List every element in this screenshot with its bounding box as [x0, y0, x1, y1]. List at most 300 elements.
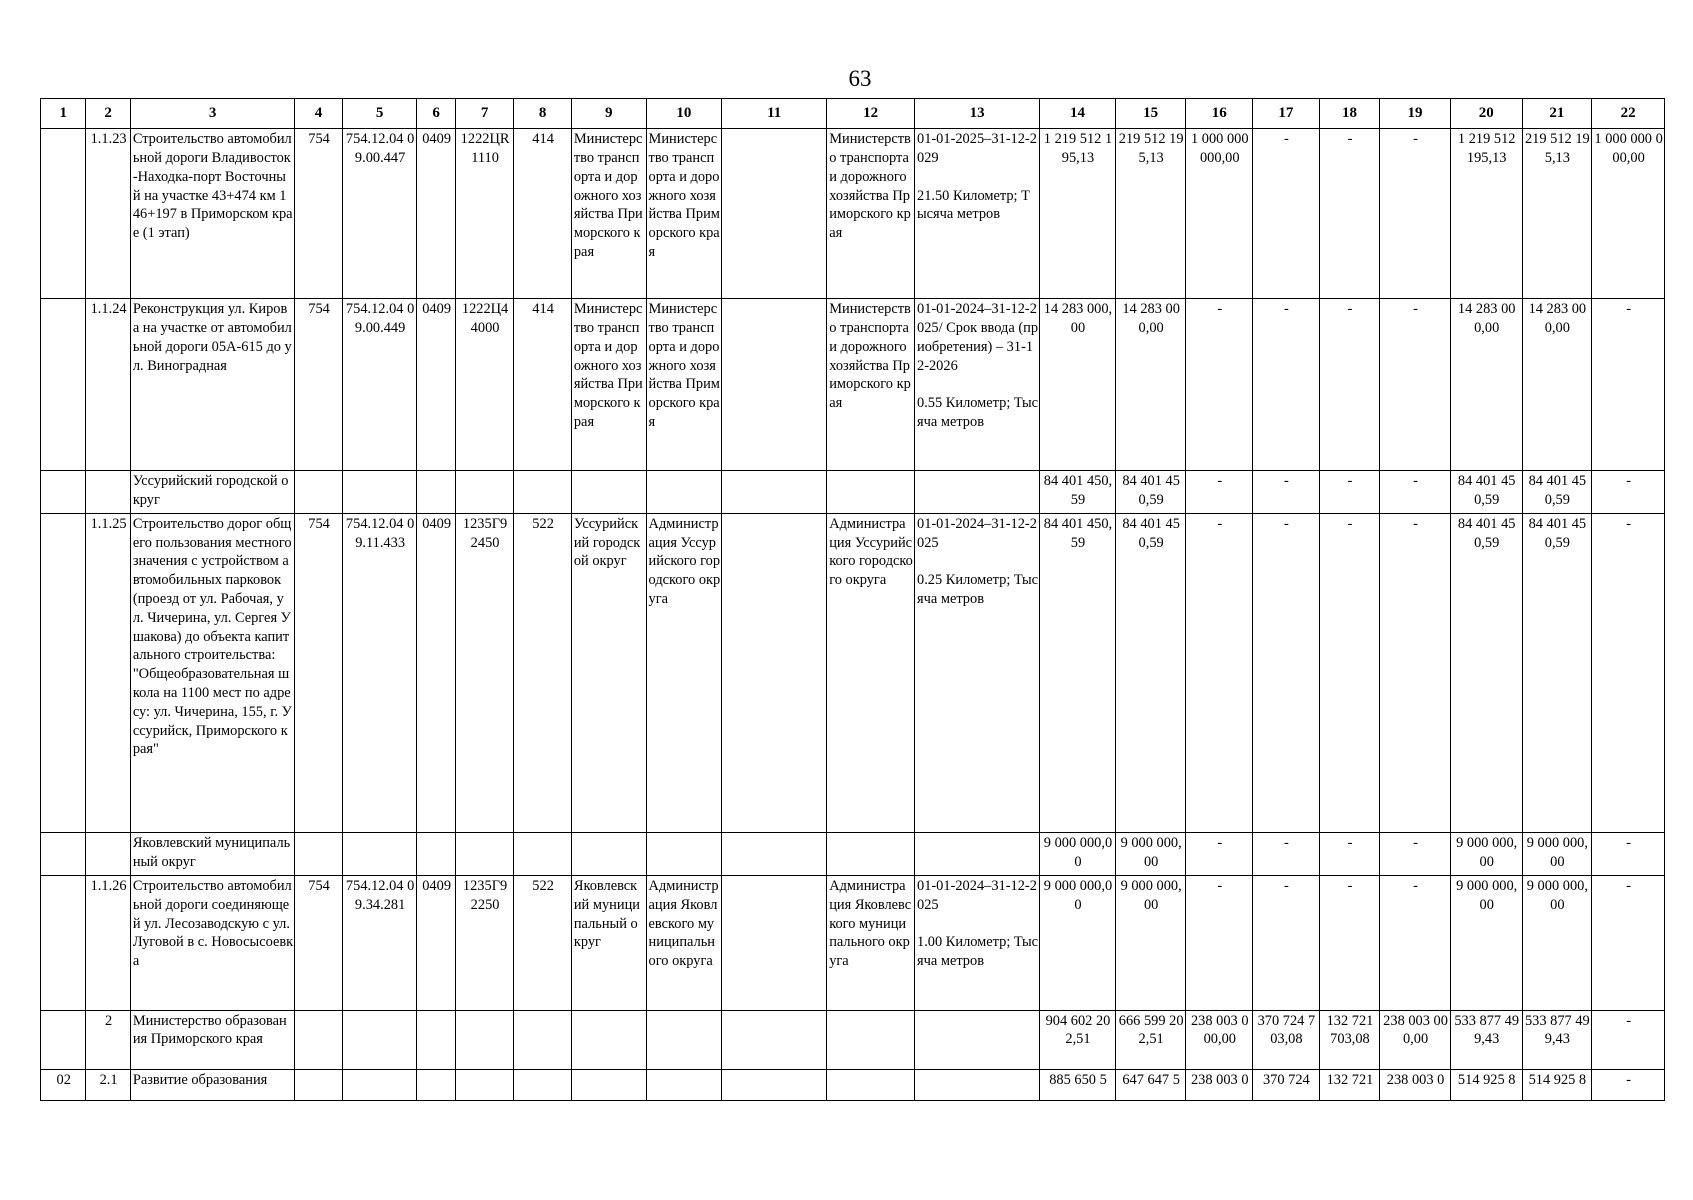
table-cell	[86, 513, 130, 833]
cell-text: 514 925 8	[1528, 1071, 1587, 1088]
cell-text: -	[1626, 473, 1631, 490]
cell-text: 754.12.04 09.34.281	[345, 878, 415, 913]
table-cell	[1380, 471, 1451, 514]
cell-text: 666 599 202,51	[1118, 1012, 1184, 1048]
cell-text: 0409	[422, 878, 452, 895]
cell-text: 370 724	[1262, 1071, 1310, 1088]
table-cell	[1115, 833, 1186, 876]
table-cell	[455, 513, 514, 833]
table-cell	[722, 833, 827, 876]
cell-text: -	[1283, 473, 1289, 490]
cell-text: 1222Ц4 4000	[461, 301, 509, 336]
cell-text: 754	[308, 301, 330, 318]
cell-text: 522	[532, 515, 554, 532]
table-cell	[41, 1069, 86, 1100]
table-cell	[646, 471, 722, 514]
table-cell	[86, 1010, 130, 1069]
table-cell	[1592, 1069, 1665, 1100]
cell-text: 1.1.23	[90, 131, 127, 148]
cell-text: Министерство образования Приморского края	[132, 1012, 287, 1048]
table-cell	[1380, 833, 1451, 876]
table-cell	[827, 833, 915, 876]
cell-text: -	[1347, 301, 1353, 318]
cell-text: 647 647 5	[1122, 1071, 1180, 1088]
cell-text: 754.12.04 09.00.449	[345, 301, 415, 336]
cell-text: 238 003 0	[1190, 1071, 1249, 1088]
table-cell	[1040, 299, 1116, 471]
table-cell	[455, 471, 514, 514]
table-cell	[1380, 1069, 1451, 1100]
table-cell	[514, 513, 572, 833]
table-cell	[514, 1069, 572, 1100]
table-cell	[417, 299, 455, 471]
cell-text: 84 401 450,59	[1528, 515, 1587, 551]
column-header: 8	[514, 99, 572, 129]
column-header: 22	[1592, 99, 1665, 129]
table-cell	[571, 1010, 646, 1069]
table-cell	[130, 1010, 295, 1069]
cell-text: 01-01-2024–31-12-2025 1.00 Километр; Тысяча метров	[917, 878, 1039, 970]
column-header: 6	[417, 99, 455, 129]
cell-text: 885 650 5	[1049, 1071, 1107, 1088]
table-cell	[1380, 1010, 1451, 1069]
table-cell	[130, 513, 295, 833]
table-cell	[1040, 129, 1116, 299]
table-cell	[455, 299, 514, 471]
cell-text: Строительство автомобильной дороги соединяющей ул. Лесозаводскую с ул. Луговой в с. Новосысоевка	[132, 878, 294, 970]
cell-text: 238 003 0	[1386, 1071, 1445, 1088]
cell-text: -	[1217, 515, 1223, 532]
column-header: 11	[722, 99, 827, 129]
table-cell	[1253, 513, 1320, 833]
table-cell	[342, 1069, 417, 1100]
cell-text: 754.12.04 09.11.433	[345, 515, 415, 551]
cell-text: 9 000 000,00	[1526, 878, 1588, 913]
cell-text: Реконструкция ул. Кирова на участке от автомобильной дороги 05А-615 до ул. Виноградная	[132, 301, 292, 374]
table-cell	[130, 1069, 295, 1100]
table-cell	[1592, 513, 1665, 833]
table-cell	[1115, 876, 1186, 1011]
cell-text: 01-01-2024–31-12-2025 0.25 Километр; Тысяча метров	[917, 515, 1039, 608]
table-cell	[342, 471, 417, 514]
table-cell	[86, 129, 130, 299]
table-cell	[1186, 876, 1253, 1011]
table-cell	[827, 1069, 915, 1100]
table-cell	[1319, 513, 1380, 833]
table-cell	[1319, 1069, 1380, 1100]
column-header: 2	[86, 99, 130, 129]
cell-text: Министерство транспорта и дорожного хозяйства Приморского края	[573, 301, 643, 430]
table-cell	[915, 876, 1040, 1011]
table-cell	[514, 833, 572, 876]
table-cell	[646, 129, 722, 299]
table-cell	[1592, 833, 1665, 876]
table-cell	[295, 876, 342, 1011]
table-cell	[86, 833, 130, 876]
table-cell	[41, 299, 86, 471]
table-cell	[1522, 129, 1592, 299]
table-row	[41, 1010, 1665, 1069]
cell-text: -	[1347, 131, 1353, 148]
table-cell	[571, 876, 646, 1011]
table-cell	[1450, 1069, 1522, 1100]
cell-text: 9 000 000,00	[1120, 878, 1182, 913]
cell-text: -	[1217, 473, 1223, 490]
cell-text: 414	[532, 131, 554, 148]
table-cell	[1319, 471, 1380, 514]
table-row	[41, 513, 1665, 833]
cell-text: 9 000 000,00	[1043, 878, 1113, 913]
column-header: 15	[1115, 99, 1186, 129]
table-cell	[1450, 876, 1522, 1011]
cell-text: 414	[532, 301, 554, 318]
table-cell	[455, 129, 514, 299]
table-cell	[1450, 129, 1522, 299]
cell-text: Яковлевский муниципальный округ	[573, 878, 640, 951]
table-cell	[915, 471, 1040, 514]
cell-text: -	[1217, 878, 1223, 895]
table-cell	[514, 299, 572, 471]
cell-text: -	[1413, 878, 1418, 895]
table-cell	[1380, 876, 1451, 1011]
table-cell	[1380, 299, 1451, 471]
column-header: 19	[1380, 99, 1451, 129]
cell-text: -	[1626, 835, 1631, 852]
cell-text: 02	[56, 1071, 71, 1088]
table-cell	[417, 513, 455, 833]
table-cell	[827, 876, 915, 1011]
cell-text: 14 283 000,00	[1122, 301, 1180, 336]
table-cell	[41, 513, 86, 833]
table-cell	[1040, 833, 1116, 876]
table-cell	[130, 876, 295, 1011]
cell-text: -	[1283, 878, 1289, 895]
table-cell	[342, 1010, 417, 1069]
table-cell	[130, 833, 295, 876]
table-cell	[41, 876, 86, 1011]
table-cell	[130, 299, 295, 471]
cell-text: 754	[308, 878, 330, 895]
table-body	[41, 99, 1665, 1101]
cell-text: Администрация Яковлевского муниципального округа	[648, 878, 719, 970]
cell-text: -	[1283, 515, 1289, 532]
table-cell	[915, 513, 1040, 833]
table-cell	[295, 471, 342, 514]
table-cell	[514, 471, 572, 514]
table-row	[41, 876, 1665, 1011]
table-cell	[827, 471, 915, 514]
table-cell	[1450, 1010, 1522, 1069]
table-cell	[514, 876, 572, 1011]
cell-text: 2	[105, 1012, 113, 1029]
cell-text: Уссурийский городской округ	[132, 473, 289, 509]
table-cell	[1040, 471, 1116, 514]
table-cell	[646, 513, 722, 833]
table-cell	[827, 1010, 915, 1069]
cell-text: -	[1347, 473, 1353, 490]
cell-text: -	[1217, 301, 1223, 318]
table-cell	[1186, 513, 1253, 833]
table-cell	[1186, 1010, 1253, 1069]
cell-text: Администрация Уссурийского городского округа	[648, 515, 721, 608]
column-header: 18	[1319, 99, 1380, 129]
cell-text: Строительство автомобильной дороги Владивосток-Находка-порт Восточный на участке 43+474 км 146+197 в Приморском крае (1 этап)	[132, 131, 293, 242]
table-cell	[722, 471, 827, 514]
table-row	[41, 471, 1665, 514]
table-cell	[1253, 471, 1320, 514]
table-cell	[1592, 1010, 1665, 1069]
cell-text: 238 003 000,00	[1190, 1012, 1249, 1048]
cell-text: 1235Г9 2450	[462, 515, 508, 551]
table-cell	[1319, 833, 1380, 876]
table-cell	[1522, 299, 1592, 471]
table-cell	[1319, 876, 1380, 1011]
page-number: 63	[848, 66, 872, 91]
table-cell	[1522, 1069, 1592, 1100]
cell-text: 1 219 512 195,13	[1457, 131, 1516, 166]
cell-text: 9 000 000,00	[1456, 878, 1518, 913]
cell-text: 9 000 000,00	[1456, 835, 1518, 871]
cell-text: Уссурийский городской округ	[573, 515, 641, 570]
cell-text: 132 721	[1326, 1071, 1374, 1088]
table-cell	[1522, 876, 1592, 1011]
cell-text: 1 000 000 000,00	[1594, 131, 1663, 166]
table-cell	[295, 833, 342, 876]
column-header: 4	[295, 99, 342, 129]
cell-text: Министерство транспорта и дорожного хозяйства Приморского края	[573, 131, 643, 260]
table-cell	[417, 1069, 455, 1100]
column-header-row	[41, 99, 1665, 129]
cell-text: 514 925 8	[1457, 1071, 1516, 1088]
column-header: 20	[1450, 99, 1522, 129]
table-cell	[1186, 471, 1253, 514]
table-cell	[571, 1069, 646, 1100]
table-cell	[1253, 876, 1320, 1011]
column-header: 17	[1253, 99, 1320, 129]
table-cell	[417, 1010, 455, 1069]
table-cell	[295, 1010, 342, 1069]
table-cell	[295, 513, 342, 833]
column-header: 1	[41, 99, 86, 129]
table-cell	[1380, 129, 1451, 299]
table-cell	[1115, 129, 1186, 299]
cell-text: 84 401 450,59	[1122, 473, 1180, 509]
cell-text: 9 000 000,00	[1120, 835, 1182, 871]
table-cell	[722, 1010, 827, 1069]
table-cell	[455, 1010, 514, 1069]
cell-text: 1.1.25	[90, 515, 127, 532]
cell-text: 0409	[422, 301, 452, 318]
table-cell	[514, 129, 572, 299]
table-cell	[1522, 513, 1592, 833]
column-header: 12	[827, 99, 915, 129]
table-cell	[1115, 513, 1186, 833]
table-cell	[1186, 129, 1253, 299]
cell-text: -	[1626, 515, 1631, 532]
table-cell	[342, 129, 417, 299]
cell-text: Строительство дорог общего пользования местного значения с устройством автомобильных парковок (проезд от ул. Рабочая, ул. Чичерина, ул. Сергея Ушакова) до объекта капитального строительства: "Общеобразовательная школа на 1100 мест по адресу: ул. Чичерина, 155, г. Уссурийск, Приморского края"	[132, 515, 292, 758]
cell-text: -	[1347, 515, 1353, 532]
cell-text: -	[1217, 835, 1223, 852]
table-cell	[417, 833, 455, 876]
cell-text: 533 877 499,43	[1524, 1012, 1590, 1048]
column-header: 14	[1040, 99, 1116, 129]
table-cell	[1319, 129, 1380, 299]
table-cell	[455, 1069, 514, 1100]
table-cell	[514, 1010, 572, 1069]
table-cell	[342, 513, 417, 833]
table-cell	[827, 299, 915, 471]
table-cell	[295, 299, 342, 471]
table-cell	[1040, 1069, 1116, 1100]
table-cell	[417, 129, 455, 299]
table-cell	[1253, 129, 1320, 299]
cell-text: 522	[532, 878, 554, 895]
table-cell	[1450, 513, 1522, 833]
table-cell	[571, 833, 646, 876]
table-cell	[86, 471, 130, 514]
column-header: 3	[130, 99, 295, 129]
cell-text: 14 283 000,00	[1043, 301, 1113, 336]
table-cell	[1186, 299, 1253, 471]
table-cell	[455, 876, 514, 1011]
cell-text: 754	[308, 131, 330, 148]
table-cell	[1450, 471, 1522, 514]
table-cell	[571, 299, 646, 471]
table-cell	[915, 299, 1040, 471]
table-cell	[646, 1010, 722, 1069]
table-cell	[1253, 1010, 1320, 1069]
table-cell	[722, 299, 827, 471]
cell-text: 84 401 450,59	[1457, 515, 1516, 551]
table-row	[41, 833, 1665, 876]
table-cell	[1115, 471, 1186, 514]
table-cell	[86, 1069, 130, 1100]
cell-text: Администрация Яковлевского муниципального округа	[829, 878, 912, 970]
cell-text: 238 003 000,00	[1383, 1012, 1448, 1048]
cell-text: 533 877 499,43	[1454, 1012, 1520, 1048]
table-cell	[417, 471, 455, 514]
cell-text: Яковлевский муниципальный округ	[132, 835, 291, 871]
cell-text: 0409	[422, 131, 452, 148]
cell-text: 754	[308, 515, 330, 532]
cell-text: -	[1413, 835, 1418, 852]
table-cell	[722, 876, 827, 1011]
table-cell	[41, 1010, 86, 1069]
table-cell	[1380, 513, 1451, 833]
cell-text: 0409	[422, 515, 452, 532]
cell-text: 84 401 450,59	[1457, 473, 1516, 509]
table-cell	[1253, 1069, 1320, 1100]
table-cell	[915, 1069, 1040, 1100]
cell-text: 132 721 703,08	[1326, 1012, 1374, 1048]
table-cell	[646, 299, 722, 471]
table-cell	[1115, 1069, 1186, 1100]
table-cell	[1450, 833, 1522, 876]
cell-text: 904 602 202,51	[1045, 1012, 1111, 1048]
cell-text: 1 000 000 000,00	[1190, 131, 1249, 166]
cell-text: -	[1283, 131, 1289, 148]
table-cell	[130, 471, 295, 514]
table-cell	[1450, 299, 1522, 471]
cell-text: 84 401 450,59	[1122, 515, 1180, 551]
table-cell	[295, 129, 342, 299]
table-row	[41, 129, 1665, 299]
table-cell	[417, 876, 455, 1011]
cell-text: 219 512 195,13	[1118, 131, 1184, 166]
table-cell	[1186, 1069, 1253, 1100]
table-cell	[1040, 513, 1116, 833]
table-cell	[571, 129, 646, 299]
table-row	[41, 1069, 1665, 1100]
cell-text: -	[1626, 878, 1631, 895]
cell-text: -	[1413, 473, 1418, 490]
cell-text: -	[1413, 515, 1418, 532]
table-cell	[1592, 299, 1665, 471]
column-header: 13	[915, 99, 1040, 129]
cell-text: 9 000 000,00	[1526, 835, 1588, 871]
column-header: 7	[455, 99, 514, 129]
table-row	[41, 299, 1665, 471]
cell-text: 84 401 450,59	[1043, 473, 1113, 509]
column-header: 21	[1522, 99, 1592, 129]
cell-text: 370 724 703,08	[1257, 1012, 1316, 1048]
cell-text: 84 401 450,59	[1528, 473, 1587, 509]
table-cell	[915, 833, 1040, 876]
table-cell	[295, 1069, 342, 1100]
column-header: 9	[571, 99, 646, 129]
table-cell	[1040, 1010, 1116, 1069]
table-cell	[342, 833, 417, 876]
table-cell	[646, 876, 722, 1011]
table-cell	[1253, 833, 1320, 876]
table-cell	[646, 1069, 722, 1100]
table-cell	[1115, 299, 1186, 471]
cell-text: Министерство транспорта и дорожного хозяйства Приморского края	[829, 301, 911, 412]
cell-text: -	[1347, 878, 1353, 895]
cell-text: 01-01-2024–31-12-2025/ Срок ввода (приобретения) – 31-12-2026 0.55 Километр; Тысяча метров	[917, 301, 1039, 430]
table-cell	[41, 471, 86, 514]
cell-text: -	[1283, 835, 1289, 852]
table-cell	[86, 299, 130, 471]
cell-text: Министерство транспорта и дорожного хозяйства Приморского края	[648, 301, 720, 430]
table-cell	[571, 471, 646, 514]
table-cell	[915, 129, 1040, 299]
cell-text: -	[1626, 1071, 1631, 1088]
cell-text: 14 283 000,00	[1528, 301, 1587, 336]
cell-text: Министерство транспорта и дорожного хозяйства Приморского края	[829, 131, 911, 242]
cell-text: Развитие образования	[132, 1071, 268, 1088]
table-cell	[827, 513, 915, 833]
cell-text: 1222ЦR 1110	[460, 131, 510, 166]
cell-text: 1.1.26	[90, 878, 127, 895]
table-cell	[722, 1069, 827, 1100]
table-cell	[1115, 1010, 1186, 1069]
cell-text: 14 283 000,00	[1457, 301, 1516, 336]
cell-text: 2.1	[99, 1071, 118, 1088]
table-cell	[722, 129, 827, 299]
cell-text: 1.1.24	[90, 301, 127, 318]
cell-text: 219 512 195,13	[1524, 131, 1590, 166]
table-cell	[86, 876, 130, 1011]
table-cell	[1319, 1010, 1380, 1069]
table-cell	[646, 833, 722, 876]
table-cell	[1186, 833, 1253, 876]
table-cell	[342, 876, 417, 1011]
table-cell	[1253, 299, 1320, 471]
cell-text: -	[1413, 301, 1418, 318]
table-cell	[455, 833, 514, 876]
